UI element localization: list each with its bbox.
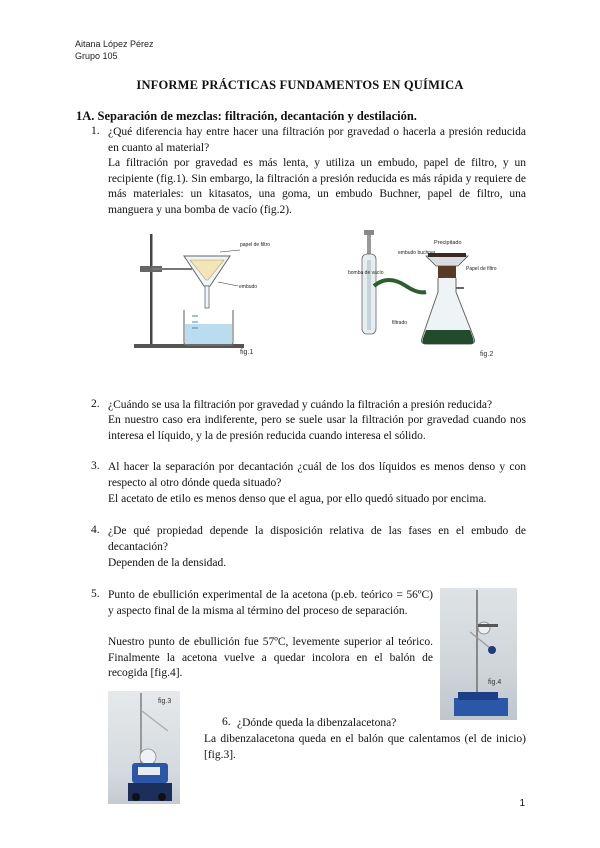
section-heading: 1A. Separación de mezclas: filtración, decantación y destilación. <box>76 109 417 123</box>
pump-tap <box>364 230 374 235</box>
q1-number: 1. <box>91 125 100 137</box>
q5-number: 5. <box>91 588 100 600</box>
buchner-funnel <box>426 256 468 266</box>
filtrate-liquid <box>422 330 473 344</box>
q6-number: 6. <box>222 716 231 728</box>
rubber-stopper <box>438 266 456 278</box>
clamp-arm <box>152 268 192 270</box>
document-title: INFORME PRÁCTICAS FUNDAMENTOS EN QUÍMICA <box>136 78 464 92</box>
label-pump: bomba de vacío <box>348 270 384 276</box>
label-funnel: embudo <box>239 284 258 290</box>
q5-answer: Nuestro punto de ebullición fue 57ºC, levemente superior al teórico. Finalmente la acetona vuelve a quedar incolora en el balón de recogida [fig.4]. <box>108 636 433 679</box>
q5-question: Punto de ebullición experimental de la acetona (p.eb. teórico = 56ºC) y aspecto final de la misma al término del proceso de separación. <box>108 589 433 617</box>
fig3-photo <box>108 691 180 804</box>
page-number: 1 <box>519 798 525 809</box>
funnel-stem <box>205 286 209 308</box>
stand-rod <box>150 234 153 346</box>
q1-answer: La filtración por gravedad es más lenta, y utiliza un embudo, papel de filtro, y un recipiente (fig.1). Sin embargo, la filtración a presión reducida es más rápida y requiere de más materiales: un kitasatos, una goma, un embudo Buchner, papel de filtro, una manguera y una bomba de vacío (fig.2). <box>108 157 526 216</box>
q6-question: ¿Dónde queda la dibenzalacetona? <box>237 717 397 729</box>
rubber-tube <box>374 280 426 292</box>
label-precipitate: Precipitado <box>434 240 462 246</box>
author-name: Aitana López Pérez <box>75 39 154 49</box>
label-buchner: embudo buchner <box>398 250 436 256</box>
label-filter-paper: Papel de filtro <box>466 266 497 272</box>
fig2-caption: fig.2 <box>480 351 494 358</box>
q2-answer: En nuestro caso era indiferente, pero se suele usar la filtración por gravedad cuando nos interesa el líquido, y la de presión reducida cuando interesa el sólido. <box>108 414 526 442</box>
q3-answer: El acetato de etilo es menos denso que el agua, por ello quedó situado por encima. <box>108 493 487 505</box>
label-paper: papel de filtro <box>240 242 270 248</box>
q4-question: ¿De qué propiedad depende la disposición relativa de las fases en el embudo de decantación? <box>108 525 526 553</box>
q2-number: 2. <box>91 398 100 410</box>
q4-number: 4. <box>91 524 100 536</box>
q3-number: 3. <box>91 460 100 472</box>
label-filtrate: filtrado <box>392 320 408 326</box>
q3-question: Al hacer la separación por decantación ¿cuál de los dos líquidos es menos denso y con respecto al otro dónde queda situado? <box>108 461 526 489</box>
fig1-gravity-filtration <box>132 232 270 360</box>
fig3-caption: fig.3 <box>158 698 172 705</box>
q1-question: ¿Qué diferencia hay entre hacer una filtración por gravedad o hacerla a presión reducida en cuanto al material? <box>108 126 526 154</box>
beaker-liquid <box>185 324 232 344</box>
pump-nozzle <box>367 235 371 255</box>
fig4-photo <box>440 588 517 720</box>
fig1-caption: fig.1 <box>240 349 254 356</box>
group-label: Grupo 105 <box>75 51 118 61</box>
q2-question: ¿Cuándo se usa la filtración por gravedad y cuándo la filtración a presión reducida? <box>108 399 493 411</box>
fig2-vacuum-filtration <box>346 226 506 362</box>
fig4-caption: fig.4 <box>488 679 502 686</box>
author-block <box>75 38 154 62</box>
q4-answer: Dependen de la densidad. <box>108 557 227 569</box>
q6-answer: La dibenzalacetona queda en el balón que calentamos (el de inicio) [fig.3]. <box>204 733 526 761</box>
